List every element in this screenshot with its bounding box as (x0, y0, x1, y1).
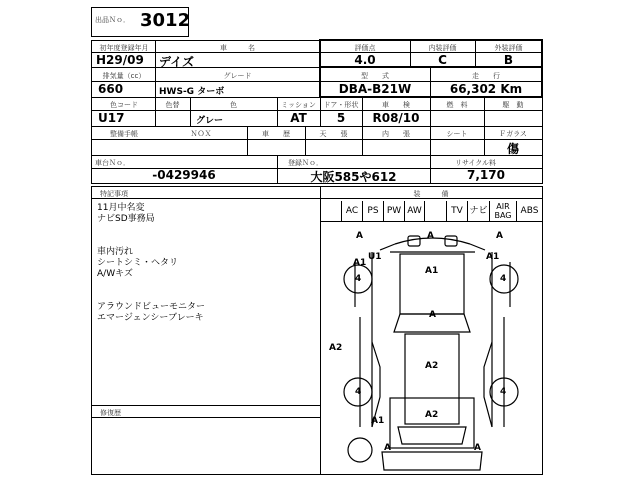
hdr-inspection: 車 検 (382, 101, 410, 109)
hdr-repair: 修復歴 (100, 409, 121, 417)
damage-front-left: A (356, 231, 363, 241)
val-score: 4.0 (354, 53, 376, 67)
equip-navi: ナビ (467, 201, 489, 221)
damage-rear-left: A (384, 443, 391, 453)
hdr-notes: 特記事項 (100, 190, 128, 198)
val-mileage: 66,302 Km (449, 82, 523, 96)
val-car-name: デイズ (159, 55, 195, 69)
damage-rear-right: A (474, 443, 481, 453)
hdr-manual: 整備手帳 (110, 130, 138, 138)
hdr-plate: 登録Ｎｏ． (288, 159, 323, 167)
damage-front-center: A (427, 231, 434, 241)
note-line (97, 280, 205, 302)
equip-pw: PW (383, 201, 404, 221)
hdr-recycle: リサイクル料 (455, 159, 497, 167)
note-line: A/Wキズ (97, 269, 133, 279)
hdr-color-sub: 色替 (165, 101, 180, 109)
hdr-car-name: 車 名 (220, 44, 255, 52)
damage-tire-fr: 4 (500, 274, 507, 284)
hdr-glass: Ｆガラス (499, 130, 527, 138)
hdr-interior: 内装評価 (428, 44, 457, 52)
note-line: ナビSD事務局 (97, 214, 155, 224)
hdr-seat: シート (446, 130, 468, 138)
damage-a2-center: A2 (425, 361, 439, 371)
hdr-displacement: 排気量（cc） (102, 72, 146, 80)
note-line: 車内汚れ (97, 247, 134, 257)
equip-aw: AW (404, 201, 425, 221)
note-line (97, 225, 205, 247)
damage-a1-right: A1 (486, 252, 500, 262)
hdr-fuel: 燃 料 (446, 101, 468, 109)
note-line: エマージェンシーブレーキ (97, 313, 204, 323)
val-plate: 大阪585や612 (310, 170, 397, 184)
hdr-sunroof: 天 張 (319, 130, 348, 138)
damage-a2-side: A2 (329, 343, 343, 353)
val-color-code: U17 (98, 111, 125, 125)
hdr-doors: ドア・形状 (323, 101, 359, 109)
damage-a2-rear: A2 (425, 410, 439, 420)
hdr-interior2: 内 張 (382, 130, 410, 138)
hdr-color-code: 色コード (110, 101, 138, 109)
damage-tire-rl: 4 (355, 387, 362, 397)
hdr-score: 評価点 (354, 44, 376, 52)
hdr-nox: ＮＯＸ (190, 130, 212, 138)
damage-a1-rear: A1 (371, 416, 385, 426)
val-grade: HWS-G ターボ (159, 87, 225, 97)
note-line: アラウンドビューモニター (97, 302, 206, 312)
damage-tire-rr: 4 (500, 387, 507, 397)
equip-ps: PS (362, 201, 383, 221)
val-model: DBA-B21W (338, 82, 412, 96)
equip-ac: AC (341, 201, 362, 221)
val-reg-year: H29/09 (96, 53, 144, 67)
hdr-drive: 駆 動 (502, 101, 524, 109)
val-color: グレー (196, 116, 224, 126)
val-inspection: R08/10 (372, 111, 420, 125)
hdr-color: 色 (230, 101, 237, 109)
damage-roof: A (429, 310, 436, 320)
val-exterior: B (503, 53, 514, 67)
equip-airbag: AIR BAG (489, 201, 516, 221)
hdr-model: 型 式 (361, 72, 389, 80)
hdr-mission: ミッション (281, 101, 316, 109)
val-interior: C (438, 53, 447, 67)
val-doors: 5 (336, 111, 346, 125)
hdr-grade: グレード (223, 72, 252, 80)
val-chassis: -0429946 (152, 168, 216, 182)
val-recycle: 7,170 (467, 168, 505, 182)
damage-a1-left: A1 (353, 258, 367, 268)
equip-blank (425, 201, 446, 221)
lot-number: 3012 (140, 10, 191, 31)
equip-tv: TV (446, 201, 467, 221)
damage-tire-fl: 4 (355, 274, 362, 284)
note-line: シートシミ・ヘタリ (97, 258, 179, 268)
notes-list (97, 203, 205, 324)
val-glass: 傷 (506, 142, 519, 156)
damage-u1: U1 (368, 252, 382, 262)
hdr-history: 車 歴 (262, 130, 290, 138)
hdr-equipment: 装 備 (413, 190, 449, 198)
damage-front-right: A (496, 231, 503, 241)
hdr-chassis: 車台Ｎｏ． (95, 159, 130, 167)
hdr-exterior: 外装評価 (494, 44, 523, 52)
note-line: 11月中名変 (97, 203, 145, 213)
val-displacement: 660 (98, 82, 124, 96)
hdr-reg-year: 初年度登録年月 (99, 44, 149, 52)
hdr-mileage: 走 行 (472, 72, 500, 80)
val-mission: AT (290, 111, 307, 125)
lot-label: 出品Ｎｏ． (95, 16, 130, 24)
equip-abs: ABS (516, 201, 542, 221)
damage-a1-hood: A1 (425, 266, 439, 276)
